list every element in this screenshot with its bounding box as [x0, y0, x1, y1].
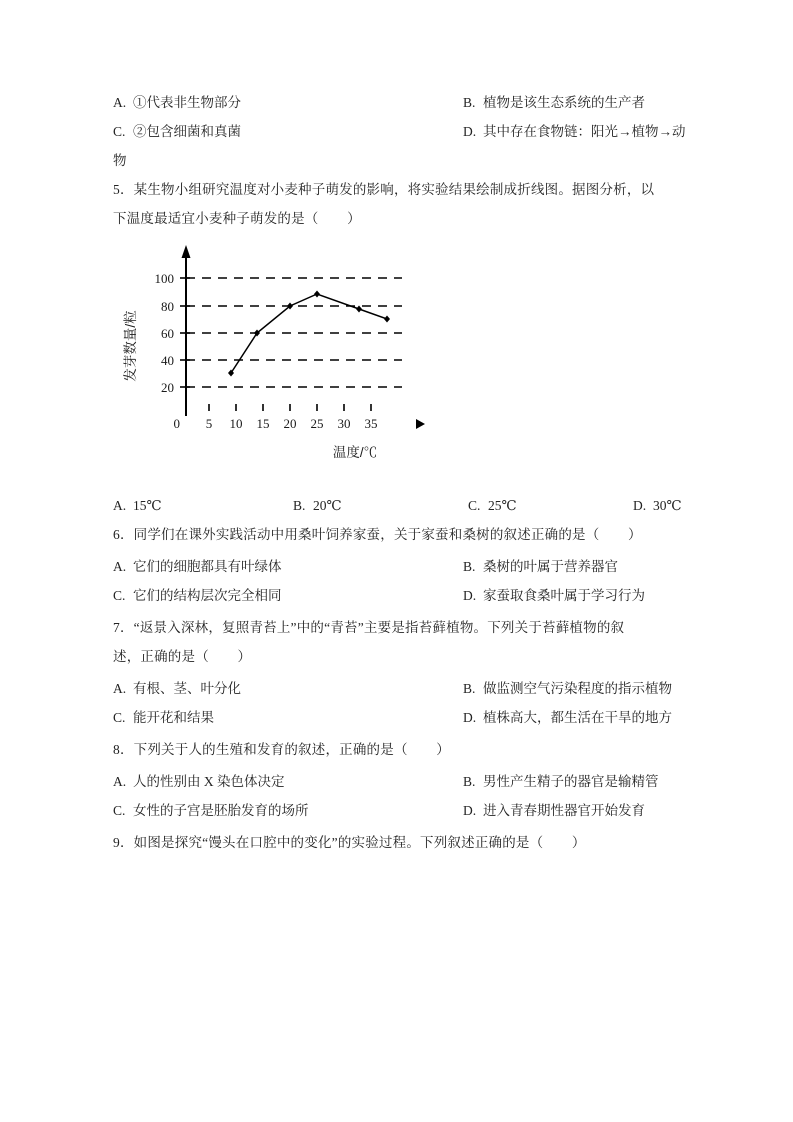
q5-option-d-letter: D. — [633, 498, 647, 513]
y-tick-60: 60 — [161, 326, 174, 341]
q6-option-c[interactable] — [113, 581, 463, 610]
q4-option-a[interactable] — [113, 88, 463, 117]
q5-option-c[interactable] — [468, 491, 633, 520]
q4-option-d-text: 其中存在食物链：阳光→植物→动 — [483, 124, 686, 139]
x-tick-30: 30 — [337, 416, 351, 431]
y-axis-arrow-icon — [182, 245, 191, 258]
q4-option-d-letter: D. — [463, 124, 477, 139]
q7-option-c[interactable] — [113, 703, 463, 732]
q8-option-a[interactable] — [113, 767, 463, 796]
page-content — [113, 88, 688, 857]
q4-option-row-ab — [113, 88, 688, 117]
q8-option-c-letter: C. — [113, 803, 126, 818]
x-axis-arrow-icon — [416, 419, 425, 429]
q7-option-d-text: 植株高大，都生活在干旱的地方 — [483, 710, 672, 725]
q4-option-row-cd — [113, 117, 688, 146]
q8-stem: 8．下列关于人的生殖和发育的叙述，正确的是（ ） — [113, 742, 450, 757]
q6-option-a[interactable] — [113, 552, 463, 581]
q6-option-b-text: 桑树的叶属于营养器官 — [483, 559, 618, 574]
q5-options-row — [113, 491, 688, 520]
q7-option-a-text: 有根、茎、叶分化 — [133, 681, 241, 696]
q4-option-b-text: 植物是该生态系统的生产者 — [483, 95, 645, 110]
y-tick-20: 20 — [161, 380, 174, 395]
chart-gridlines — [186, 278, 402, 387]
q7-option-row-ab — [113, 674, 688, 703]
q8-option-a-letter: A. — [113, 774, 127, 789]
x-axis-title: 温度/℃ — [332, 445, 378, 460]
q5-stem-line2: 下温度最适宜小麦种子萌发的是（ ） — [113, 211, 361, 226]
x-tick-5: 5 — [205, 416, 213, 431]
q6-option-c-text: 它们的结构层次完全相同 — [133, 588, 282, 603]
q5-option-c-text: 25℃ — [488, 498, 517, 513]
q5-option-a[interactable] — [113, 491, 293, 520]
x-axis-ticks — [209, 404, 371, 411]
q6-option-row-cd — [113, 581, 688, 610]
q8-option-row-cd — [113, 796, 688, 825]
q4-option-a-letter: A. — [113, 95, 127, 110]
y-tick-100: 100 — [154, 271, 174, 286]
q4-option-c[interactable] — [113, 117, 463, 146]
q4-option-b-letter: B. — [463, 95, 476, 110]
q4-option-c-text: ②包含细菌和真菌 — [133, 124, 241, 139]
q7-option-d-letter: D. — [463, 710, 477, 725]
q5-option-a-text: 15℃ — [133, 498, 162, 513]
q8-option-row-ab — [113, 767, 688, 796]
y-axis-title: 发芽数量/粒 — [123, 310, 138, 382]
data-point-33 — [356, 306, 362, 313]
q6-option-c-letter: C. — [113, 588, 126, 603]
x-tick-10: 10 — [229, 416, 243, 431]
q7-option-a[interactable] — [113, 674, 463, 703]
q6-option-d-letter: D. — [463, 588, 477, 603]
q9-stem: 9．如图是探究“馒头在口腔中的变化”的实验过程。下列叙述正确的是（ ） — [113, 835, 586, 850]
q8-option-b-letter: B. — [463, 774, 476, 789]
q6-option-row-ab — [113, 552, 688, 581]
q5-option-d[interactable] — [633, 491, 713, 520]
q6-option-d[interactable] — [463, 581, 688, 610]
q7-option-a-letter: A. — [113, 681, 127, 696]
data-point-25 — [314, 291, 320, 298]
q8-option-c-text: 女性的子宫是胚胎发育的场所 — [133, 803, 309, 818]
x-tick-labels — [206, 416, 378, 431]
q5-option-c-letter: C. — [468, 498, 481, 513]
q7-stem-line2: 述，正确的是（ ） — [113, 649, 252, 664]
axis-origin-0: 0 — [173, 416, 180, 431]
q4-option-d-wrap: 物 — [113, 153, 127, 168]
q4-option-d[interactable] — [463, 117, 688, 146]
q5-option-b-text: 20℃ — [313, 498, 342, 513]
q8-option-a-text: 人的性别由 X 染色体决定 — [133, 774, 285, 789]
q7-option-c-letter: C. — [113, 710, 126, 725]
q4-option-a-text: ①代表非生物部分 — [133, 95, 241, 110]
q6-option-b[interactable] — [463, 552, 688, 581]
q8-option-b-text: 男性产生精子的器官是输精管 — [483, 774, 659, 789]
q7-option-row-cd — [113, 703, 688, 732]
q8-option-d-text: 进入青春期性器官开始发育 — [483, 803, 645, 818]
x-tick-20: 20 — [283, 416, 297, 431]
x-tick-35: 35 — [364, 416, 378, 431]
q5-option-b-letter: B. — [293, 498, 306, 513]
q8-option-d[interactable] — [463, 796, 688, 825]
q7-option-b[interactable] — [463, 674, 688, 703]
q6-option-a-text: 它们的细胞都具有叶绿体 — [133, 559, 282, 574]
y-tick-40: 40 — [161, 353, 174, 368]
q6-stem: 6．同学们在课外实践活动中用桑叶饲养家蚕，关于家蚕和桑树的叙述正确的是（ ） — [113, 527, 642, 542]
q4-option-b[interactable] — [463, 88, 688, 117]
y-tick-labels — [155, 271, 181, 431]
q5-stem-line1: 5．某生物小组研究温度对小麦种子萌发的影响，将实验结果绘制成折线图。据图分析，以 — [113, 182, 655, 197]
q5-option-d-text: 30℃ — [653, 498, 682, 513]
q7-option-d[interactable] — [463, 703, 688, 732]
x-tick-25: 25 — [310, 416, 324, 431]
q6-option-b-letter: B. — [463, 559, 476, 574]
q8-option-d-letter: D. — [463, 803, 477, 818]
q5-option-a-letter: A. — [113, 498, 127, 513]
q6-option-a-letter: A. — [113, 559, 127, 574]
q4-option-c-letter: C. — [113, 124, 126, 139]
q7-option-b-text: 做监测空气污染程度的指示植物 — [483, 681, 672, 696]
q6-option-d-text: 家蚕取食桑叶属于学习行为 — [483, 588, 645, 603]
data-point-37 — [384, 316, 390, 323]
q7-option-c-text: 能开花和结果 — [133, 710, 214, 725]
y-tick-80: 80 — [161, 299, 174, 314]
q8-option-b[interactable] — [463, 767, 688, 796]
q5-option-b[interactable] — [293, 491, 468, 520]
q7-stem-line1: 7．“返景入深林，复照青苔上”中的“青苔”主要是指苔藓植物。下列关于苔藓植物的叙 — [113, 620, 625, 635]
q8-option-c[interactable] — [113, 796, 463, 825]
q5-figure — [113, 241, 688, 491]
germination-line-chart — [110, 241, 440, 491]
x-tick-15: 15 — [256, 416, 270, 431]
q7-option-b-letter: B. — [463, 681, 476, 696]
